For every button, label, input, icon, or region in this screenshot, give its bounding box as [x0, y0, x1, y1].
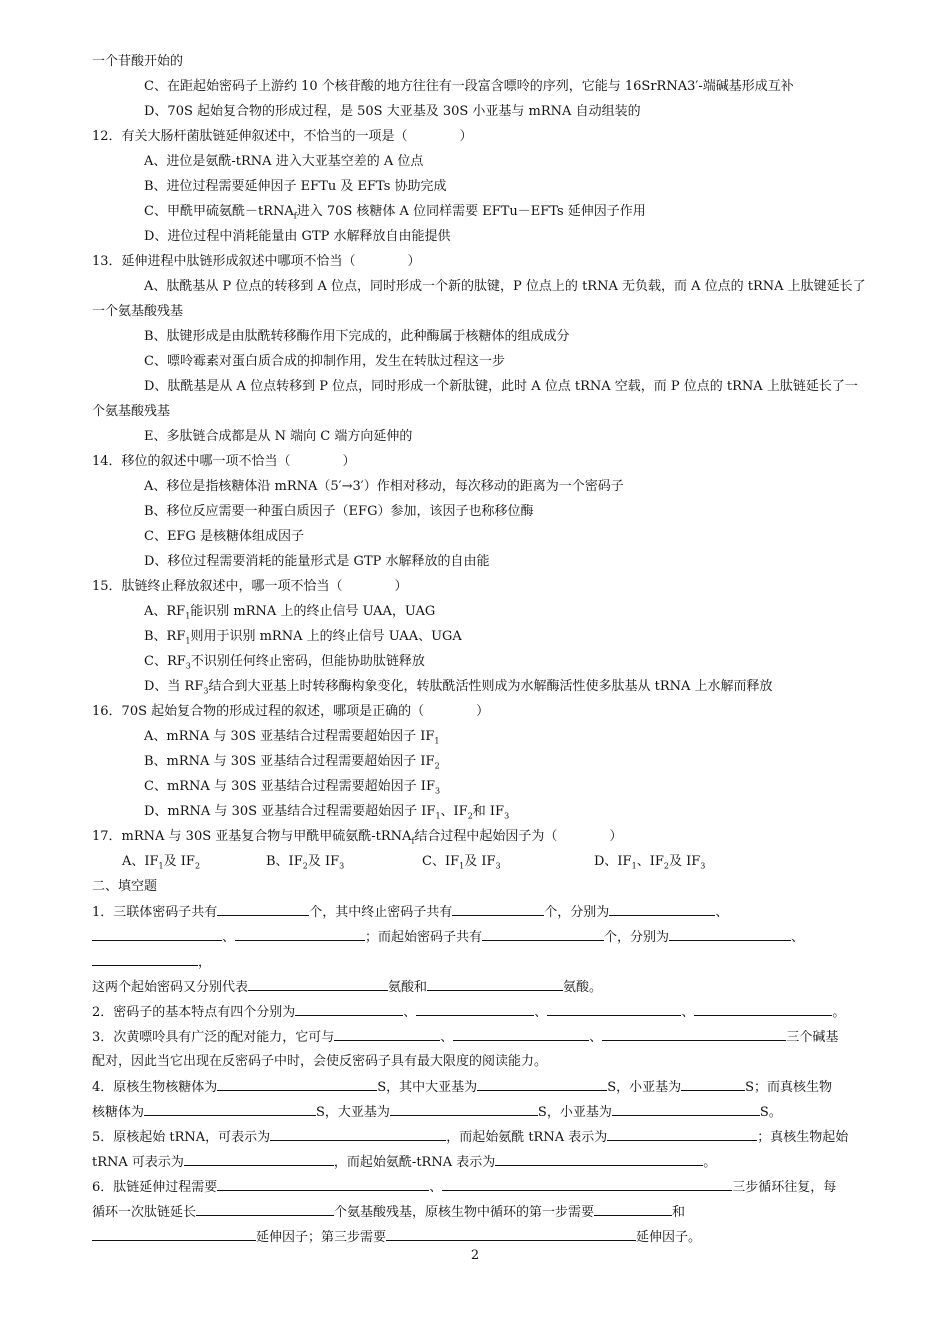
q17-option-d: D、$IF_1$、$IF_2$及 $IF_3$: [594, 854, 706, 871]
q14-option-b: B、移位反应需要一种蛋白质因子（EFG）参加，该因子也称移位酶: [144, 504, 534, 519]
fill3-line2: 配对，因此当它出现在反密码子中时，会使反密码子具有最大限度的阅读能力。: [92, 1054, 548, 1069]
q16-option-d: D、mRNA 与 30S 亚基结合过程需要超始因子 $IF_1$、$IF_2$和 $IF_3$: [144, 804, 510, 821]
q13-option-b: B、肽键形成是由肽酰转移酶作用下完成的，此种酶属于核糖体的组成成分: [144, 329, 570, 344]
q17-option-a: A、$IF_1$及 $IF_2$: [122, 854, 201, 871]
fill6-blank-residues[interactable]: [196, 1202, 334, 1216]
fill5-line1: 5．原核起始 tRNA，可表示为 ，而起始氨酰 tRNA 表示为 ；真核生物起始: [92, 1127, 848, 1148]
q11-option-c: C、在距起始密码子上游约 10 个核苷酸的地方往往有一段富含嘌呤的序列，它能与 16SrRNA3′-端碱基形成互补: [144, 79, 794, 94]
fill6-blank-factor2[interactable]: [92, 1227, 256, 1241]
q13-stem: 13．延伸进程中肽链形成叙述中哪项不恰当（ ）: [92, 254, 421, 269]
q13-option-c: C、嘌呤霉素对蛋白质合成的抑制作用，发生在转肽过程这一步: [144, 354, 505, 369]
q13-option-a-cont: 一个氨基酸残基: [92, 304, 184, 319]
fill6-blank-step2[interactable]: [442, 1177, 732, 1191]
fill2-blank-3[interactable]: [547, 1002, 681, 1016]
fill4-blank-prok[interactable]: [217, 1077, 377, 1091]
fill1-line2: 、 ；而起始密码子共有 个，分别为 、: [92, 927, 804, 948]
q12-stem: 12．有关大肠杆菌肽链延伸叙述中，不恰当的一项是（ ）: [92, 129, 473, 144]
q13-option-d-cont: 个氨基酸残基: [92, 404, 171, 419]
fill6-blank-factor3[interactable]: [386, 1227, 636, 1241]
q13-option-e: E、多肽链合成都是从 N 端向 C 端方向延伸的: [144, 429, 413, 444]
fill1-blank-start1[interactable]: [669, 927, 791, 941]
q14-option-a: A、移位是指核糖体沿 mRNA（5′→3′）作相对移动，每次移动的距离为一个密码子: [144, 479, 624, 494]
q14-stem: 14．移位的叙述中哪一项不恰当（ ）: [92, 454, 356, 469]
q16-option-a: A、mRNA 与 30S 亚基结合过程需要超始因子 $IF_1$: [144, 729, 440, 746]
q15-option-a: A、$RF_1$能识别 mRNA 上的终止信号 UAA，UAG: [144, 604, 436, 621]
fill1-line4: 这两个起始密码又分别代表 氨酸和 氨酸。: [92, 977, 602, 998]
fill5-blank-euk-aatrna[interactable]: [495, 1152, 703, 1166]
fill5-blank-prok-aatrna[interactable]: [607, 1127, 757, 1141]
fill5-line2: tRNA 可表示为 ，而起始氨酰-tRNA 表示为 。: [92, 1152, 716, 1173]
section-fill-in-title: 二、填空题: [92, 879, 158, 894]
q17-option-b: B、$IF_2$及 $IF_3$: [266, 854, 345, 871]
fill1-blank-stop2[interactable]: [92, 927, 222, 941]
fill3-blank-1[interactable]: [334, 1027, 440, 1041]
q14-option-c: C、EFG 是核糖体组成因子: [144, 529, 304, 544]
q12-option-d: D、进位过程中消耗能量由 GTP 水解释放自由能提供: [144, 229, 451, 244]
q12-option-b: B、进位过程需要延伸因子 EFTu 及 EFTs 协助完成: [144, 179, 447, 194]
q17-stem: 17．mRNA 与 30S 亚基复合物与甲酰甲硫氨酰-tRNA$_f$结合过程中起始因子为（ ）: [92, 829, 623, 846]
fill5-blank-prok-trna[interactable]: [270, 1127, 446, 1141]
fill1-blank-start2[interactable]: [92, 952, 198, 966]
fill2-line: 2．密码子的基本特点有四个分别为 、 、 、 。: [92, 1002, 845, 1023]
fill4-blank-euk[interactable]: [144, 1102, 316, 1116]
q16-stem: 16．70S 起始复合物的形成过程的叙述，哪项是正确的（ ）: [92, 704, 490, 719]
fill6-line1: 6．肽链延伸过程需要 、 三步循环往复，每: [92, 1177, 836, 1198]
fill3-line1: 3．次黄嘌呤具有广泛的配对能力，它可与 、 、 三个碱基: [92, 1027, 838, 1048]
fill4-blank-prok-large[interactable]: [477, 1077, 607, 1091]
page-number: 2: [470, 1248, 480, 1263]
q13-option-d: D、肽酰基是从 A 位点转移到 P 位点，同时形成一个新肽键，此时 A 位点 tRNA 空载，而 P 位点的 tRNA 上肽链延长了一: [144, 379, 858, 394]
fill2-blank-1[interactable]: [295, 1002, 403, 1016]
q15-option-d: D、当 $RF_3$结合到大亚基上时转移酶构象变化，转肽酰活性则成为水解酶活性使多肽基从 tRNA 上水解而释放: [144, 679, 773, 696]
q13-option-a: A、肽酰基从 P 位点的转移到 A 位点，同时形成一个新的肽键，P 位点上的 tRNA 无负载，而 A 位点的 tRNA 上肽键延长了: [144, 279, 866, 294]
fill1-blank-amino2[interactable]: [427, 977, 563, 991]
q11-option-d: D、70S 起始复合物的形成过程，是 50S 大亚基及 30S 小亚基与 mRNA 自动组装的: [144, 104, 641, 119]
q16-option-b: B、mRNA 与 30S 亚基结合过程需要超始因子 $IF_2$: [144, 754, 440, 771]
fill4-blank-euk-small[interactable]: [612, 1102, 760, 1116]
fill4-blank-euk-large[interactable]: [390, 1102, 538, 1116]
fill1-blank-stop-count[interactable]: [452, 902, 544, 916]
fill6-blank-step1[interactable]: [217, 1177, 429, 1191]
fill1-blank-start-count[interactable]: [482, 927, 604, 941]
fill2-blank-4[interactable]: [694, 1002, 832, 1016]
fill1-blank-stop3[interactable]: [235, 927, 365, 941]
fill1-blank-stop1[interactable]: [609, 902, 715, 916]
fill1-blank-total[interactable]: [217, 902, 309, 916]
fill4-line2: 核糖体为 S，大亚基为 S，小亚基为 S。: [92, 1102, 782, 1123]
q15-option-c: C、$RF_3$不识别任何终止密码，但能协助肽链释放: [144, 654, 425, 671]
fill2-blank-2[interactable]: [416, 1002, 534, 1016]
fill3-blank-3[interactable]: [602, 1027, 786, 1041]
fill5-blank-euk-trna[interactable]: [184, 1152, 334, 1166]
fill4-blank-prok-small[interactable]: [681, 1077, 745, 1091]
fill6-blank-factor1[interactable]: [594, 1202, 672, 1216]
q14-option-d: D、移位过程需要消耗的能量形式是 GTP 水解释放的自由能: [144, 554, 490, 569]
fill3-blank-2[interactable]: [453, 1027, 589, 1041]
q15-stem: 15．肽链终止释放叙述中，哪一项不恰当（ ）: [92, 579, 408, 594]
fill1-blank-amino1[interactable]: [248, 977, 388, 991]
q16-option-c: C、mRNA 与 30S 亚基结合过程需要超始因子 $IF_3$: [144, 779, 441, 796]
q15-option-b: B、$RF_1$则用于识别 mRNA 上的终止信号 UAA、UGA: [144, 629, 462, 646]
q17-option-c: C、$IF_1$及 $IF_3$: [422, 854, 501, 871]
fill1-line1: 1．三联体密码子共有 个，其中终止密码子共有 个，分别为 、: [92, 902, 728, 923]
fill6-line2: 循环一次肽链延长 个氨基酸残基，原核生物中循环的第一步需要 和: [92, 1202, 685, 1223]
q11-c-continuation: 一个苷酸开始的: [92, 54, 184, 69]
q12-option-a: A、进位是氨酰-tRNA 进入大亚基空差的 A 位点: [144, 154, 424, 169]
q12-option-c: C、甲酰甲硫氨酰－tRNA$_f$进入 70S 核糖体 A 位同样需要 EFTu－EFTs 延伸因子作用: [144, 204, 646, 221]
fill1-line3: ，: [92, 952, 211, 973]
fill6-line3: 延伸因子；第三步需要 延伸因子。: [92, 1227, 701, 1248]
fill4-line1: 4．原核生物核糖体为 S，其中大亚基为 S，小亚基为 S；而真核生物: [92, 1077, 832, 1098]
